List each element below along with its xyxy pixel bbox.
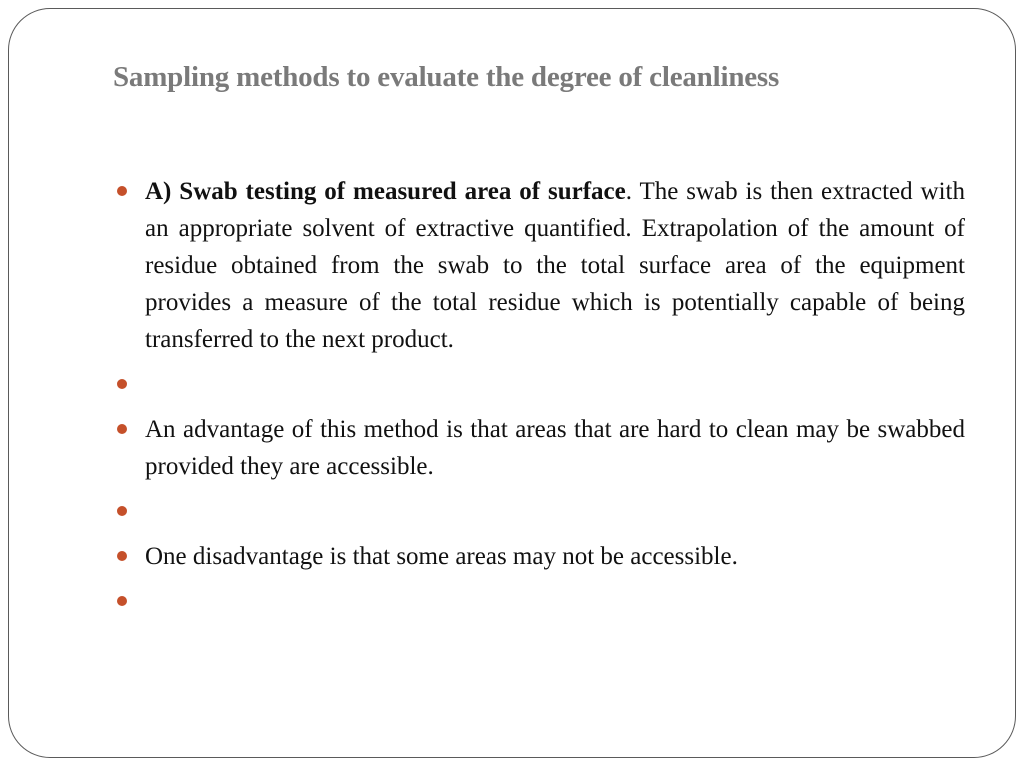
bullet-list bbox=[117, 173, 965, 628]
bullet-dot-icon bbox=[117, 596, 127, 606]
bullet-lead-text: A) Swab testing of measured area of surface bbox=[145, 178, 626, 205]
bullet-text: An advantage of this method is that areas that are hard to clean may be swabbed provided they are accessible. bbox=[145, 416, 965, 480]
bullet-dot-icon bbox=[117, 379, 127, 389]
bullet-dot-icon bbox=[117, 186, 127, 196]
bullet-item-swab-testing bbox=[117, 173, 965, 358]
bullet-item-disadvantage bbox=[117, 538, 965, 575]
slide-title: Sampling methods to evaluate the degree of cleanliness bbox=[113, 61, 780, 93]
bullet-dot-icon bbox=[117, 506, 127, 516]
bullet-dot-icon bbox=[117, 424, 127, 434]
bullet-text: . The swab is then extracted with an appropriate solvent of extractive quantified. Extrapolation of the amount of residue obtained from the swab to the total surface area of the equipment provides a measure of the total residue which is potentially capable of being transferred to the next product. bbox=[145, 178, 965, 353]
slide-frame bbox=[8, 8, 1016, 758]
bullet-text: One disadvantage is that some areas may not be accessible. bbox=[145, 543, 738, 570]
bullet-item-advantage bbox=[117, 411, 965, 485]
bullet-dot-icon bbox=[117, 551, 127, 561]
bullet-item-empty bbox=[117, 366, 965, 403]
bullet-item-empty bbox=[117, 493, 965, 530]
bullet-item-empty bbox=[117, 583, 965, 620]
